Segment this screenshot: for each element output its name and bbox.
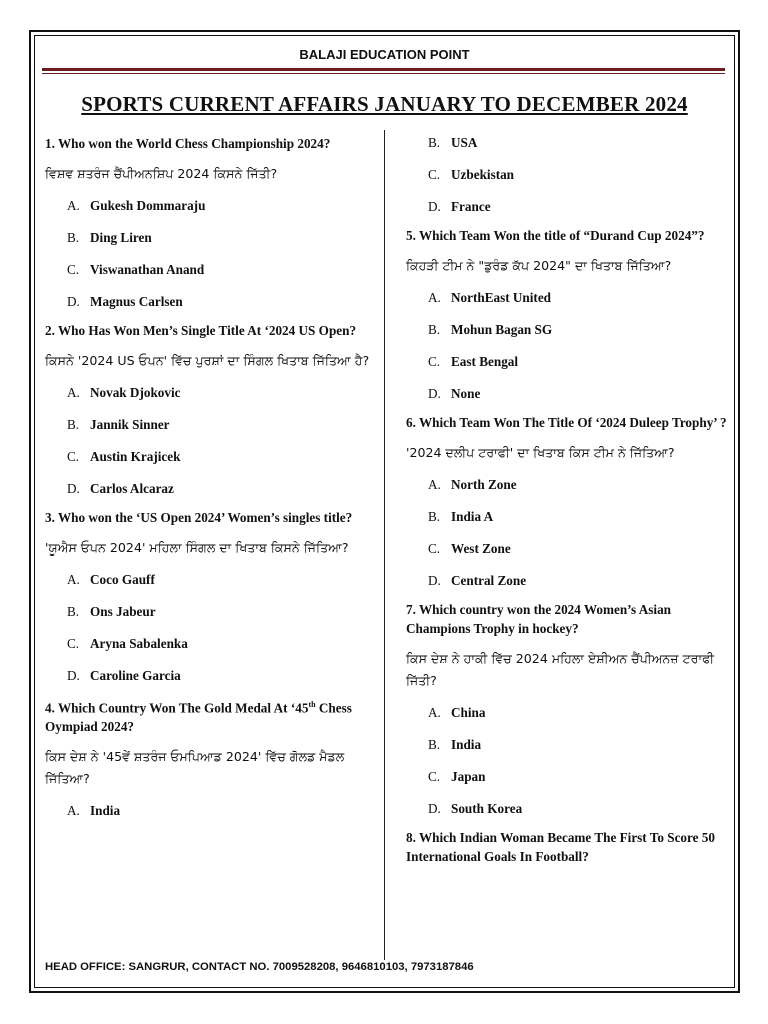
option-text: Gukesh Dommaraju [90,198,206,213]
option-text: NorthEast United [451,290,552,305]
column-divider [384,130,385,960]
option-text: Viswanathan Anand [90,262,205,277]
question-text-en: 2. Who Has Won Men’s Single Title At ‘2024 US Open? [45,323,357,338]
option-text: Coco Gauff [90,572,155,587]
option-letter: C. [67,449,80,464]
option-d [45,289,370,321]
question-text-pa: ਕਿਸ ਦੇਸ਼ ਨੇ '45ਵੇਂ ਸ਼ਤਰੰਜ ਓਮਪਿਆਡ 2024' ਵਿੱਚ ਗੋਲਡ ਮੈਡਲ ਜਿੱਤਿਆ? [45,749,345,787]
option-b [406,732,731,764]
option-a [45,193,370,225]
option-text: None [451,386,481,401]
option-b [45,412,370,444]
option-letter: D. [428,386,441,401]
option-text: India [90,803,121,819]
option-d [406,568,731,600]
option-letter: C. [428,354,441,369]
option-text: Novak Djokovic [90,385,181,400]
option-d [406,381,731,413]
option-letter: C. [67,262,80,277]
option-b [406,130,731,162]
option-d [406,796,731,828]
option-letter: A. [67,803,80,819]
question-text-en-part: 4. Which Country Won The Gold Medal At ‘45 [45,700,309,716]
question-3 [45,508,370,695]
option-c [406,764,731,796]
option-text: Caroline Garcia [90,668,181,683]
option-letter: D. [428,801,441,816]
option-letter: D. [67,481,80,496]
option-c [45,444,370,476]
option-c [45,631,370,663]
option-b [406,317,731,349]
option-a [45,567,370,599]
question-4-continued [406,130,731,226]
question-text-pa: ਕਿਸਨੇ '2024 US ਓਪਨ' ਵਿੱਚ ਪੁਰਸ਼ਾਂ ਦਾ ਸਿੰਗਲ ਖਿਤਾਬ ਜਿੱਤਿਆ ਹੈ? [45,353,370,368]
question-5 [406,226,731,413]
option-c [406,162,731,194]
option-letter: C. [428,769,441,784]
option-text: USA [451,135,478,150]
question-text-pa: 'ਯੂਐਸ ਓਪਨ 2024' ਮਹਿਲਾ ਸਿੰਗਲ ਦਾ ਖਿਤਾਬ ਕਿਸਨੇ ਜਿੱਤਿਆ? [45,540,349,555]
option-text: Japan [451,769,486,784]
option-text: Austin Krajicek [90,449,181,464]
question-text-en-part: Chess Oympiad 2024? [45,700,352,735]
option-letter: C. [428,541,441,556]
option-text: Uzbekistan [451,167,515,182]
option-letter: A. [67,572,80,587]
option-text: India [451,737,482,752]
option-letter: B. [67,230,80,245]
option-text: Jannik Sinner [90,417,170,432]
option-text: Magnus Carlsen [90,294,183,309]
option-text: Ding Liren [90,230,152,245]
question-4 [45,695,370,830]
option-c [406,536,731,568]
option-a [406,285,731,317]
option-d [406,194,731,226]
header-rule-thin [42,73,725,74]
question-text-pa: ਕਿਸ ਦੇਸ਼ ਨੇ ਹਾਕੀ ਵਿੱਚ 2024 ਮਹਿਲਾ ਏਸ਼ੀਅਨ ਚੈਂਪੀਅਨਜ਼ ਟਰਾਫੀ ਜਿੱਤੀ? [406,651,715,688]
option-letter: D. [428,573,441,588]
option-letter: D. [428,199,441,214]
question-1 [45,134,370,321]
question-6 [406,413,731,600]
option-text: Central Zone [451,573,527,588]
option-letter: C. [428,167,441,182]
organization-name: BALAJI EDUCATION POINT [299,47,470,62]
option-letter: A. [428,705,441,720]
option-a [406,472,731,504]
option-letter: B. [428,322,441,337]
option-letter: A. [67,198,80,213]
option-b [45,225,370,257]
option-d [45,476,370,508]
option-letter: D. [67,668,80,683]
question-7 [406,600,731,828]
option-letter: D. [67,294,80,309]
option-text: Aryna Sabalenka [90,636,188,651]
question-text-pa: '2024 ਦਲੀਪ ਟਰਾਫੀ' ਦਾ ਖਿਤਾਬ ਕਿਸ ਟੀਮ ਨੇ ਜਿੱਤਿਆ? [406,445,675,460]
option-a [45,380,370,412]
option-letter: B. [428,509,441,524]
option-text: West Zone [451,541,511,556]
option-letter: B. [67,417,80,432]
option-text: Mohun Bagan SG [451,322,553,337]
option-text: Ons Jabeur [90,604,156,619]
option-letter: B. [428,135,441,150]
right-column [406,134,731,866]
option-b [45,599,370,631]
option-a [406,700,731,732]
question-2 [45,321,370,508]
option-letter: C. [67,636,80,651]
question-text-en: 7. Which country won the 2024 Women’s Asian Champions Trophy in hockey? [406,602,672,636]
question-text-pa: ਵਿਸ਼ਵ ਸ਼ਤਰੰਜ ਚੈਂਪੀਅਨਸ਼ਿਪ 2024 ਕਿਸਨੇ ਜਿੱਤੀ? [45,166,278,181]
option-d [45,663,370,695]
option-text: Carlos Alcaraz [90,481,174,496]
question-text-en: 6. Which Team Won The Title Of ‘2024 Duleep Trophy’ ? [406,415,727,430]
question-8 [406,828,731,866]
option-letter: B. [428,737,441,752]
option-text: East Bengal [451,354,519,369]
header-rule-thick [42,68,725,71]
option-text: North Zone [451,477,517,492]
option-a [45,798,370,830]
footer-contact: HEAD OFFICE: SANGRUR, CONTACT NO. 7009528208, 9646810103, 7973187846 [45,961,474,973]
option-c [45,257,370,289]
option-text: India A [451,509,494,524]
option-text: China [451,705,486,720]
option-letter: A. [428,477,441,492]
question-text-en: 1. Who won the World Chess Championship 2024? [45,136,331,151]
page-title: SPORTS CURRENT AFFAIRS JANUARY TO DECEMBER 2024 [81,92,688,116]
option-letter: A. [428,290,441,305]
question-text-en: 8. Which Indian Woman Became The First To Score 50 International Goals In Football? [406,830,715,864]
question-text-pa: ਕਿਹੜੀ ਟੀਮ ਨੇ "ਡੁਰੰਡ ਕੱਪ 2024" ਦਾ ਖਿਤਾਬ ਜਿੱਤਿਆ? [406,258,672,273]
left-column [45,134,370,830]
option-text: South Korea [451,801,523,816]
question-text-en: 3. Who won the ‘US Open 2024’ Women’s singles title? [45,510,353,525]
option-text: France [451,199,491,214]
ordinal-suffix: th [308,700,316,709]
question-text-en: 5. Which Team Won the title of “Durand Cup 2024”? [406,228,705,243]
option-letter: B. [67,604,80,619]
option-b [406,504,731,536]
option-c [406,349,731,381]
question-text-en [45,695,370,736]
option-letter: A. [67,385,80,400]
